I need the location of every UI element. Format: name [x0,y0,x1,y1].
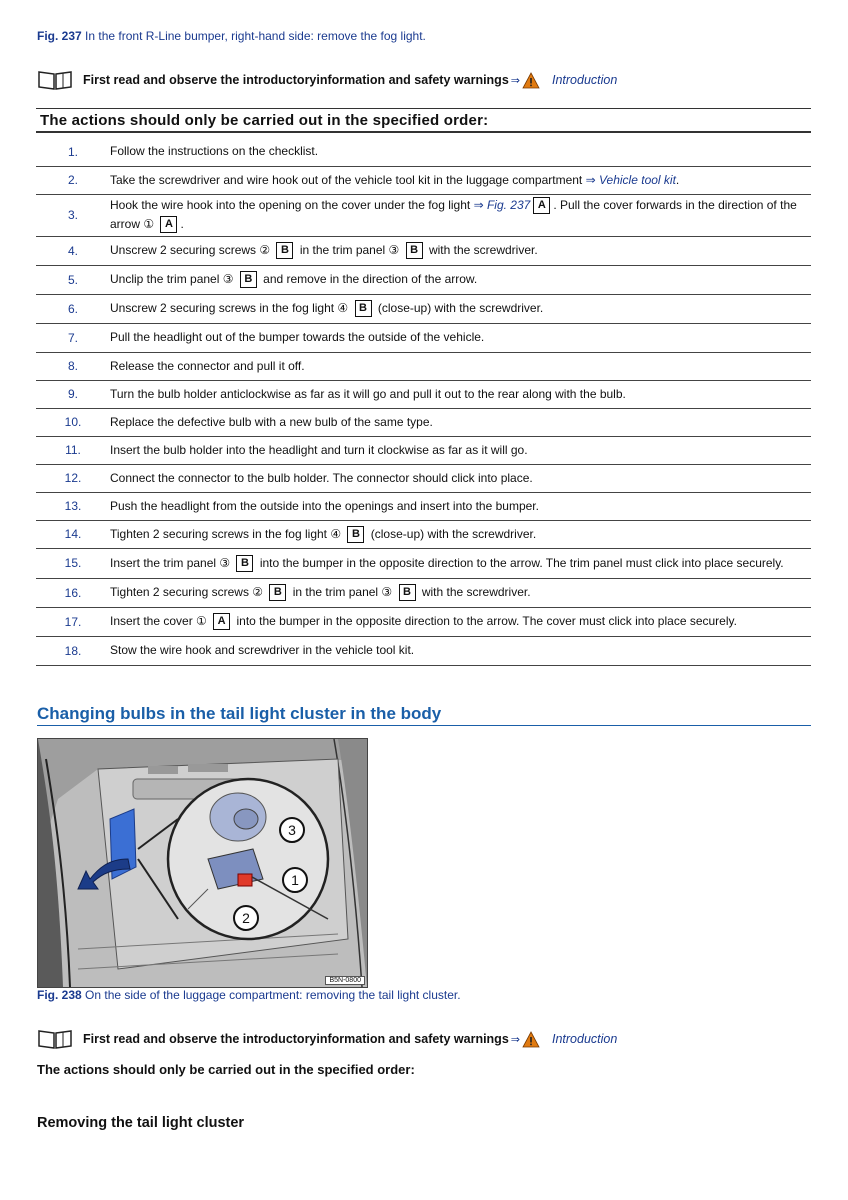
order-heading: The actions should only be carried out in the specified order: [40,112,489,129]
step-row [36,578,811,607]
step-number: 9. [36,380,110,408]
step-text [110,436,811,464]
section-heading: Changing bulbs in the tail light cluster in the body [37,704,811,726]
xref-arrow: ⇒ [510,74,520,87]
step-text [110,548,811,578]
figure-caption [37,29,426,43]
safety-note-text: First read and observe the introductoryinformation and safety warnings [83,73,509,87]
step-row [36,408,811,436]
step-number: 6. [36,294,110,323]
step-text-segment: in the trim panel ③ [296,243,403,257]
figure-238-illustration [37,738,368,988]
key-label-b [276,242,293,259]
cross-reference-link[interactable]: ⇒ Fig. 237 [473,198,531,212]
figure-label-238: Fig. 238 [37,988,82,1002]
step-text-segment: with the screwdriver. [418,585,531,599]
step-text [110,492,811,520]
step-text [110,194,811,236]
step-text [110,265,811,294]
subsection-heading: Removing the tail light cluster [37,1115,245,1131]
key-label-text: B [244,273,253,286]
order-heading-bar [36,108,811,133]
step-row [36,265,811,294]
step-text [110,464,811,492]
key-label-b [406,242,423,259]
step-number: 3. [36,194,110,236]
step-number: 15. [36,548,110,578]
safety-note-text: First read and observe the introductoryinformation and safety warnings [83,1032,509,1046]
step-row [36,236,811,265]
step-text-segment: into the bumper in the opposite direction to the arrow. The trim panel must click into place securely. [256,555,784,570]
key-label-a [533,197,550,214]
figure-caption-238 [37,988,461,1002]
step-text [110,352,811,380]
introduction-link[interactable]: Introduction [552,73,618,87]
step-number: 4. [36,236,110,265]
step-number: 8. [36,352,110,380]
callout-3: 3 [279,817,305,843]
step-text [110,323,811,352]
warning-icon [522,72,540,89]
key-label-text: B [281,244,289,257]
step-text [110,578,811,607]
step-row [36,492,811,520]
step-text-segment: Unscrew 2 securing screws ② [110,243,274,257]
key-label-b [236,555,253,572]
step-row [36,607,811,636]
step-row [36,166,811,194]
book-icon [37,1028,73,1050]
step-text-segment: Unclip the trim panel ③ [110,272,237,286]
step-row [36,138,811,166]
step-text-segment: Tighten 2 securing screws in the fog light ④ [110,526,345,541]
luggage-compartment-drawing [38,739,367,987]
key-label-text: B [351,527,360,540]
step-row [36,294,811,323]
step-row [36,464,811,492]
callout-1: 1 [282,867,308,893]
step-number: 12. [36,464,110,492]
step-text-segment: Connect the connector to the bulb holder. The connector should click into place. [110,470,533,485]
book-icon [37,69,73,91]
key-label-b [399,584,416,601]
step-text-segment: Stow the wire hook and screwdriver in the vehicle tool kit. [110,643,415,657]
step-number: 11. [36,436,110,464]
safety-note [37,69,617,91]
callout-2: 2 [233,905,259,931]
step-number: 14. [36,520,110,548]
step-text-segment: Release the connector and pull it off. [110,358,305,373]
figure-code: B5N-0800 [325,976,365,985]
key-label-text: B [241,556,249,569]
key-label-text: A [217,615,226,628]
step-text-segment: Tighten 2 securing screws ② [110,585,267,599]
order-heading-2: The actions should only be carried out in the specified order: [37,1062,415,1077]
step-text [110,636,811,665]
step-row [36,352,811,380]
key-label-b [355,300,372,317]
step-text-segment: . [180,217,184,231]
step-text [110,607,811,636]
step-row [36,636,811,665]
step-number: 10. [36,408,110,436]
step-text-segment: and remove in the direction of the arrow. [259,272,478,286]
key-label-text: B [359,302,367,315]
key-label-text: A [537,199,546,212]
step-text-segment: Push the headlight from the outside into the openings and insert into the bumper. [110,498,539,513]
key-label-a [160,216,177,233]
step-text-segment: Take the screwdriver and wire hook out of the vehicle tool kit in the luggage compartment [110,172,586,187]
step-number: 17. [36,607,110,636]
step-row [36,194,811,236]
step-text-segment: in the trim panel ③ [289,585,396,599]
key-label-a [213,613,230,630]
steps-table [36,138,811,666]
step-row [36,548,811,578]
figure-caption-text: In the front R-Line bumper, right-hand side: remove the fog light. [85,29,426,43]
step-number: 18. [36,636,110,665]
step-text [110,520,811,548]
step-text-segment: Pull the headlight out of the bumper towards the outside of the vehicle. [110,330,485,344]
step-number: 5. [36,265,110,294]
step-text-segment: Insert the cover ① [110,614,211,628]
key-label-b [240,271,257,288]
step-row [36,323,811,352]
step-text [110,166,811,194]
step-number: 1. [36,138,110,166]
key-label-text: B [273,586,282,599]
figure-caption-text-238: On the side of the luggage compartment: removing the tail light cluster. [85,988,461,1002]
step-text-segment: . Pull the cover forwards in the direction of the arrow ① [110,198,797,231]
key-label-text: B [403,586,411,599]
step-row [36,436,811,464]
step-text-segment: . [675,172,680,187]
step-text [110,138,811,166]
step-row [36,520,811,548]
step-text-segment: into the bumper in the opposite direction to the arrow. The cover must click into place securely. [233,614,737,628]
step-text [110,380,811,408]
step-text-segment: (close-up) with the screwdriver. [367,526,537,541]
step-number: 2. [36,166,110,194]
safety-note-2 [37,1028,617,1050]
key-label-text: A [164,218,173,231]
xref-arrow: ⇒ [510,1033,520,1046]
step-text-segment: Hook the wire hook into the opening on the cover under the fog light [110,198,474,212]
key-label-b [347,526,364,543]
step-text-segment: (close-up) with the screwdriver. [374,301,544,315]
step-text-segment: with the screwdriver. [425,243,538,257]
warning-icon [522,1031,540,1048]
step-text [110,294,811,323]
step-text-segment: Insert the bulb holder into the headlight and turn it clockwise as far as it will go. [110,442,528,457]
step-number: 13. [36,492,110,520]
step-text-segment: Follow the instructions on the checklist. [110,144,319,159]
step-text [110,408,811,436]
cross-reference-link[interactable]: ⇒ Vehicle tool kit [585,172,676,187]
step-number: 16. [36,578,110,607]
key-label-b [269,584,286,601]
step-text-segment: Replace the defective bulb with a new bulb of the same type. [110,414,433,429]
introduction-link[interactable]: Introduction [552,1032,618,1046]
step-row [36,380,811,408]
step-text-segment: Unscrew 2 securing screws in the fog light ④ [110,301,352,315]
key-label-text: B [410,244,419,257]
step-text [110,236,811,265]
step-text-segment: Turn the bulb holder anticlockwise as far as it will go and pull it out to the rear along with the bulb. [110,386,626,401]
figure-label: Fig. 237 [37,29,82,43]
step-number: 7. [36,323,110,352]
step-text-segment: Insert the trim panel ③ [110,555,234,570]
